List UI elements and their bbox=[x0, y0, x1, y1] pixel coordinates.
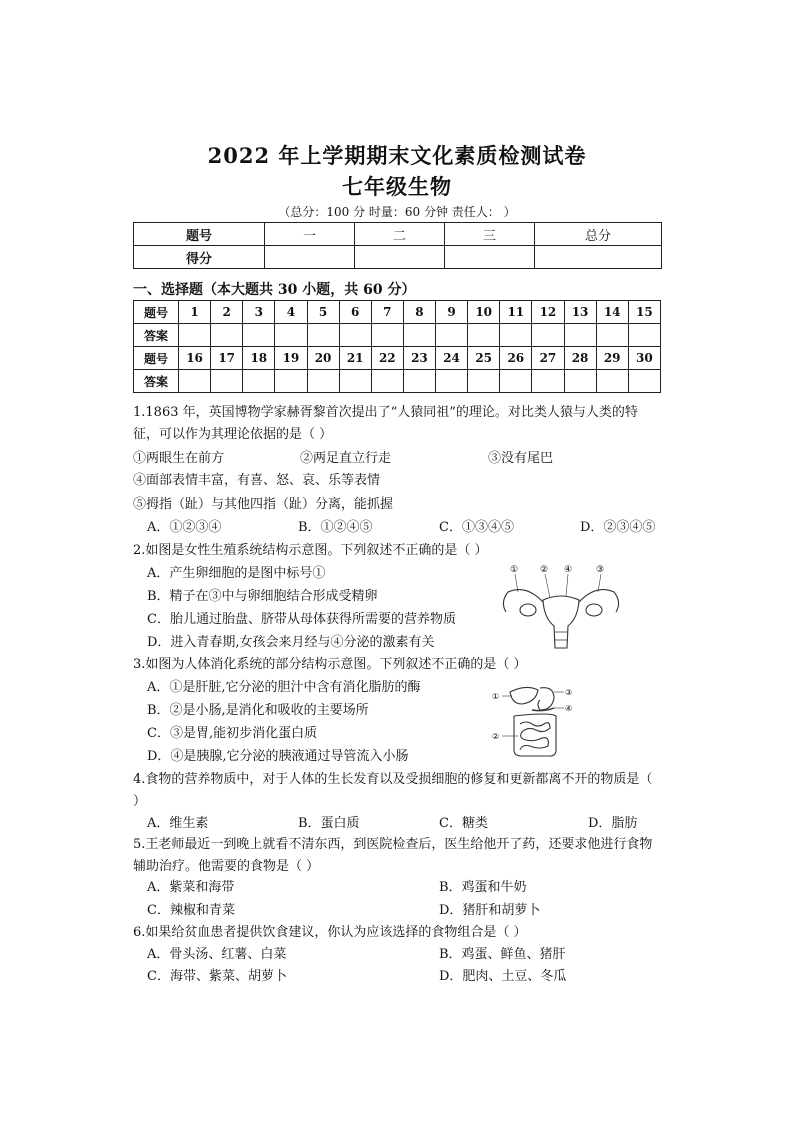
question-number-cell: 3 bbox=[243, 301, 275, 324]
question-number-cell: 7 bbox=[371, 301, 403, 324]
answer-cell[interactable] bbox=[179, 324, 211, 347]
fig-label: ① bbox=[492, 692, 500, 701]
question-4-stem: 4.食物的营养物质中，对于人体的生长发育以及受损细胞的修复和更新都离不开的物质是（ ） bbox=[133, 772, 653, 809]
answer-cell[interactable] bbox=[468, 324, 500, 347]
section-heading: 一、选择题（本大题共 30 小题，共 60 分） bbox=[133, 282, 416, 298]
answer-cell[interactable] bbox=[339, 370, 371, 393]
digestive-system-diagram bbox=[492, 680, 576, 766]
fig-label: ④ bbox=[564, 565, 573, 575]
question-number-cell: 23 bbox=[403, 347, 435, 370]
score-cell: 得分 bbox=[134, 246, 265, 269]
question-number-cell: 30 bbox=[628, 347, 660, 370]
q3-option-a[interactable]: A．①是肝脏,它分泌的胆汁中含有消化脂肪的酶 bbox=[147, 680, 421, 695]
q1-statement: ④面部表情丰富，有喜、怒、哀、乐等表情 bbox=[133, 473, 381, 488]
answer-cell[interactable] bbox=[307, 324, 339, 347]
fig-label: ② bbox=[540, 565, 549, 575]
fig-label: ③ bbox=[596, 565, 605, 575]
answer-cell[interactable] bbox=[436, 370, 468, 393]
answer-cell[interactable] bbox=[403, 370, 435, 393]
question-number-cell: 9 bbox=[436, 301, 468, 324]
answer-cell[interactable] bbox=[179, 370, 211, 393]
fig-label: ③ bbox=[565, 688, 573, 697]
q1-statement: ②两足直立行走 bbox=[300, 451, 392, 466]
answer-cell[interactable] bbox=[243, 324, 275, 347]
question-number-cell: 1 bbox=[179, 301, 211, 324]
answer-cell[interactable] bbox=[500, 370, 532, 393]
q1-option-a[interactable]: A．①②③④ bbox=[147, 520, 222, 535]
score-cell: 题号 bbox=[134, 223, 265, 246]
question-number-cell: 18 bbox=[243, 347, 275, 370]
q5-option-c[interactable]: C．辣椒和青菜 bbox=[147, 903, 235, 918]
answer-cell[interactable] bbox=[243, 370, 275, 393]
score-input-cell[interactable] bbox=[265, 246, 355, 269]
q4-option-d[interactable]: D．脂肪 bbox=[588, 816, 638, 831]
q3-option-d[interactable]: D．④是胰腺,它分泌的胰液通过导管流入小肠 bbox=[147, 749, 409, 764]
q6-option-a[interactable]: A．骨头汤、红薯、白菜 bbox=[147, 947, 287, 962]
question-3-stem: 3.如图为人体消化系统的部分结构示意图。下列叙述不正确的是（ ） bbox=[133, 657, 527, 672]
answer-cell[interactable] bbox=[371, 370, 403, 393]
q6-option-b[interactable]: B．鸡蛋、鲜鱼、猪肝 bbox=[439, 947, 566, 962]
answer-cell[interactable] bbox=[532, 370, 564, 393]
answer-cell[interactable] bbox=[211, 324, 243, 347]
question-number-cell: 26 bbox=[500, 347, 532, 370]
female-reproductive-diagram bbox=[488, 562, 634, 654]
answer-cell[interactable] bbox=[468, 370, 500, 393]
answer-cell[interactable] bbox=[500, 324, 532, 347]
question-number-cell: 5 bbox=[307, 301, 339, 324]
exam-info: （总分：100 分 时量：60 分钟 责任人： ） bbox=[278, 205, 516, 219]
score-table bbox=[133, 222, 662, 269]
q4-option-b[interactable]: B．蛋白质 bbox=[298, 816, 360, 831]
q1-statement: ①两眼生在前方 bbox=[133, 451, 225, 466]
question-number-cell: 2 bbox=[211, 301, 243, 324]
exam-subtitle: 七年级生物 bbox=[342, 174, 452, 199]
answer-cell[interactable] bbox=[628, 370, 660, 393]
score-cell: 总分 bbox=[535, 223, 662, 246]
answer-cell[interactable] bbox=[307, 370, 339, 393]
answer-cell[interactable] bbox=[403, 324, 435, 347]
question-number-cell: 19 bbox=[275, 347, 307, 370]
question-1-stem: 1.1863 年，英国博物学家赫胥黎首次提出了“人猿同祖”的理论。对比类人猿与人类的特征，可以作为其理论依据的是（ ） bbox=[133, 405, 638, 442]
answer-cell[interactable] bbox=[339, 324, 371, 347]
score-input-cell[interactable] bbox=[535, 246, 662, 269]
question-number-cell: 11 bbox=[500, 301, 532, 324]
question-number-cell: 22 bbox=[371, 347, 403, 370]
score-cell: 一 bbox=[265, 223, 355, 246]
question-6-stem: 6.如果给贫血患者提供饮食建议，你认为应该选择的食物组合是（ ） bbox=[133, 925, 527, 940]
score-header-row bbox=[134, 223, 662, 246]
answer-cell[interactable] bbox=[564, 370, 596, 393]
q3-option-b[interactable]: B．②是小肠,是消化和吸收的主要场所 bbox=[147, 703, 369, 718]
answer-cell[interactable] bbox=[628, 324, 660, 347]
q1-statement: ③没有尾巴 bbox=[488, 451, 554, 466]
question-number-cell: 29 bbox=[596, 347, 628, 370]
fig-label: ④ bbox=[565, 704, 573, 713]
answer-cell[interactable] bbox=[564, 324, 596, 347]
grid-row-label: 题号 bbox=[134, 301, 179, 324]
q2-option-d[interactable]: D．进入青春期,女孩会来月经与④分泌的激素有关 bbox=[147, 635, 435, 650]
answer-cell[interactable] bbox=[532, 324, 564, 347]
q5-option-a[interactable]: A．紫菜和海带 bbox=[147, 880, 235, 895]
question-number-cell: 10 bbox=[468, 301, 500, 324]
question-number-cell: 25 bbox=[468, 347, 500, 370]
answer-cell[interactable] bbox=[596, 370, 628, 393]
exam-title: 2022 年上学期期末文化素质检测试卷 bbox=[207, 143, 587, 168]
q2-option-a[interactable]: A．产生卵细胞的是图中标号① bbox=[147, 566, 326, 581]
score-cell: 三 bbox=[445, 223, 535, 246]
q2-option-c[interactable]: C．胎儿通过胎盘、脐带从母体获得所需要的营养物质 bbox=[147, 612, 456, 627]
q4-option-c[interactable]: C．糖类 bbox=[439, 816, 488, 831]
question-number-cell: 4 bbox=[275, 301, 307, 324]
answer-cell[interactable] bbox=[436, 324, 468, 347]
answer-cell[interactable] bbox=[275, 370, 307, 393]
question-number-cell: 12 bbox=[532, 301, 564, 324]
fig-label: ① bbox=[510, 565, 519, 575]
q1-statement: ⑤拇指（趾）与其他四指（趾）分离，能抓握 bbox=[133, 497, 394, 512]
question-number-cell: 8 bbox=[403, 301, 435, 324]
answer-grid bbox=[133, 300, 661, 393]
q6-option-d[interactable]: D．肥肉、土豆、冬瓜 bbox=[439, 969, 567, 984]
answer-grid-answer-row bbox=[134, 370, 661, 393]
question-number-cell: 21 bbox=[339, 347, 371, 370]
answer-cell[interactable] bbox=[211, 370, 243, 393]
question-number-cell: 6 bbox=[339, 301, 371, 324]
question-number-cell: 20 bbox=[307, 347, 339, 370]
score-value-row bbox=[134, 246, 662, 269]
question-number-cell: 17 bbox=[211, 347, 243, 370]
question-number-cell: 24 bbox=[436, 347, 468, 370]
answer-cell[interactable] bbox=[275, 324, 307, 347]
q3-option-c[interactable]: C．③是胃,能初步消化蛋白质 bbox=[147, 726, 318, 741]
q1-option-d[interactable]: D．②③④⑤ bbox=[580, 520, 656, 535]
q5-option-d[interactable]: D．猪肝和胡萝卜 bbox=[439, 903, 541, 918]
score-input-cell[interactable] bbox=[445, 246, 535, 269]
q1-option-b[interactable]: B．①②④⑤ bbox=[298, 520, 373, 535]
q4-option-a[interactable]: A．维生素 bbox=[147, 816, 209, 831]
grid-row-label: 答案 bbox=[134, 370, 179, 393]
score-cell: 二 bbox=[355, 223, 445, 246]
fig-label: ② bbox=[492, 732, 500, 741]
answer-cell[interactable] bbox=[371, 324, 403, 347]
answer-grid-answer-row bbox=[134, 324, 661, 347]
question-number-cell: 28 bbox=[564, 347, 596, 370]
q1-option-c[interactable]: C．①③④⑤ bbox=[439, 520, 514, 535]
q5-option-b[interactable]: B．鸡蛋和牛奶 bbox=[439, 880, 527, 895]
question-number-cell: 14 bbox=[596, 301, 628, 324]
question-2-stem: 2.如图是女性生殖系统结构示意图。下列叙述不正确的是（ ） bbox=[133, 543, 488, 558]
answer-grid-number-row bbox=[134, 347, 661, 370]
question-number-cell: 27 bbox=[532, 347, 564, 370]
question-number-cell: 15 bbox=[628, 301, 660, 324]
grid-row-label: 题号 bbox=[134, 347, 179, 370]
grid-row-label: 答案 bbox=[134, 324, 179, 347]
q2-option-b[interactable]: B．精子在③中与卵细胞结合形成受精卵 bbox=[147, 589, 378, 604]
answer-grid-number-row bbox=[134, 301, 661, 324]
score-input-cell[interactable] bbox=[355, 246, 445, 269]
question-number-cell: 13 bbox=[564, 301, 596, 324]
question-number-cell: 16 bbox=[179, 347, 211, 370]
answer-cell[interactable] bbox=[596, 324, 628, 347]
question-5-stem: 5.王老师最近一到晚上就看不清东西，到医院检查后，医生给他开了药，还要求他进行食物辅助治疗。他需要的食物是（ ） bbox=[133, 837, 653, 874]
q6-option-c[interactable]: C．海带、紫菜、胡萝卜 bbox=[147, 969, 287, 984]
